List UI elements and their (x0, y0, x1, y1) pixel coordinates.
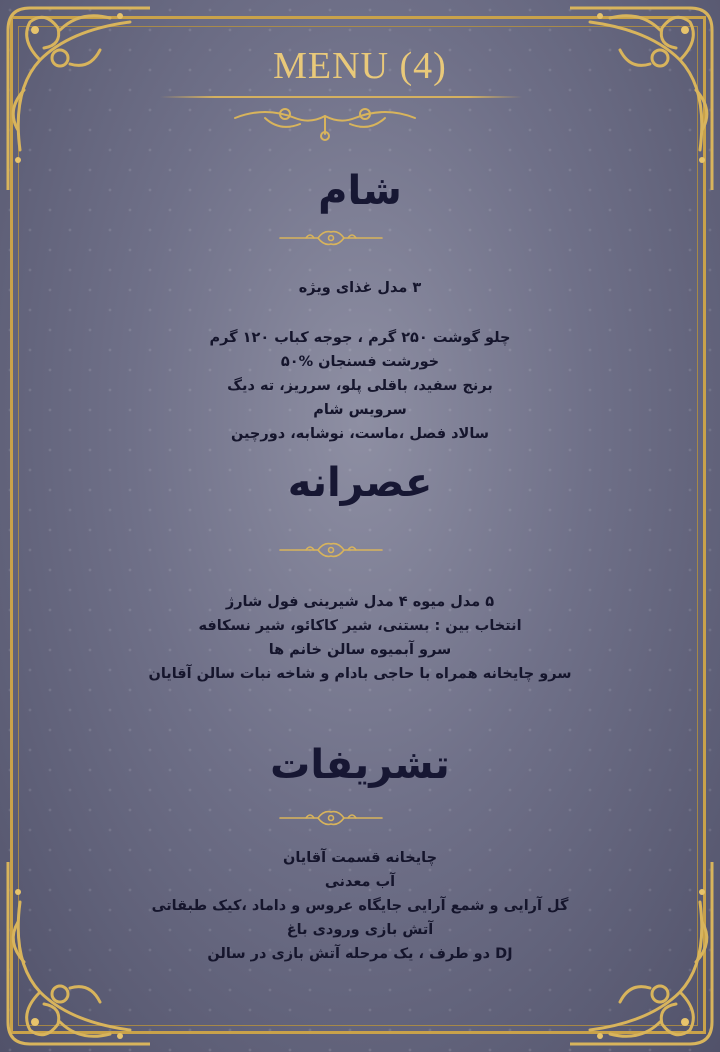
menu-item: گل آرایی و شمع آرایی جایگاه عروس و داماد ،کیک طبقاتی (151, 898, 569, 914)
menu-item: آب معدنی (324, 874, 396, 890)
title-flourish-icon (225, 104, 425, 144)
menu-item: برنج سفید، باقلی پلو، سرریز، ته دیگ (227, 378, 493, 394)
dinner-intro (0, 276, 720, 300)
menu-title: MENU (4) (273, 45, 447, 87)
section-heading-dinner: شام (318, 168, 402, 214)
divider-flourish-icon (278, 808, 384, 828)
menu-item: خورشت فسنجان %۵۰ (280, 354, 440, 370)
corner-ornament-icon (0, 0, 150, 190)
divider-flourish-icon (278, 228, 384, 248)
menu-item: سالاد فصل ،ماست، نوشابه، دورچین (230, 426, 490, 442)
section-heading-ceremony: تشریفات (270, 742, 450, 788)
menu-item: ۵ مدل میوه ۴ مدل شیرینی فول شارژ (225, 594, 495, 610)
menu-item: چلو گوشت ۲۵۰ گرم ، جوجه کباب ۱۲۰ گرم (209, 330, 511, 346)
divider-flourish-icon (278, 540, 384, 560)
menu-item: چایخانه قسمت آقایان (282, 850, 438, 866)
menu-item: آتش بازی ورودی باغ (286, 922, 434, 938)
menu-item: DJ دو طرف ، یک مرحله آتش بازی در سالن (207, 946, 513, 962)
title-divider (160, 96, 522, 98)
menu-item: سرو آبمیوه سالن خانم ها (268, 642, 452, 658)
dinner-items (0, 326, 720, 446)
ceremony-items (0, 846, 720, 966)
menu-item: انتخاب بین : بستنی، شیر کاکائو، شیر نسکافه (198, 618, 522, 634)
menu-item: سرویس شام (313, 402, 407, 418)
afternoon-items (0, 590, 720, 686)
menu-item: سرو چایخانه همراه با حاجی بادام و شاخه نبات سالن آقایان (148, 666, 572, 682)
corner-ornament-icon (570, 0, 720, 190)
section-heading-afternoon: عصرانه (287, 460, 433, 506)
text-line: ۳ مدل غذای ویژه (298, 280, 422, 296)
